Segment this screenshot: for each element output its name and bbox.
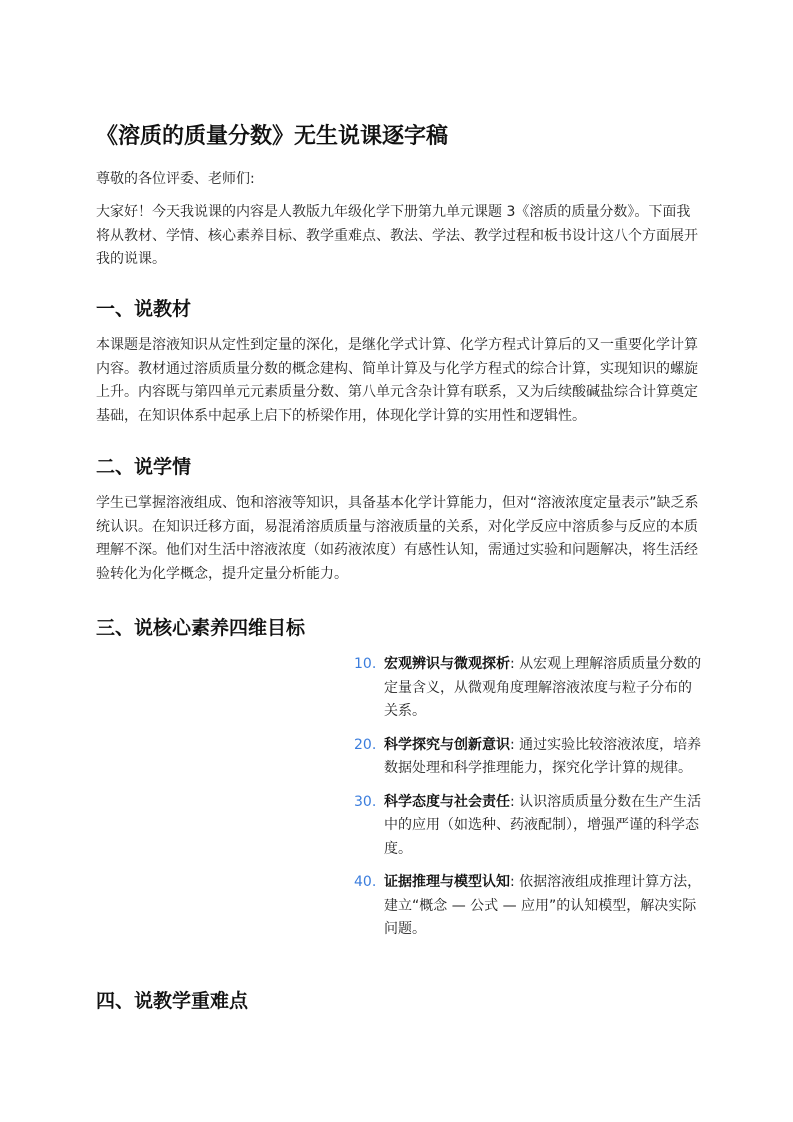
goal-separator: :	[510, 874, 520, 890]
section-heading-key-points: 四、说教学重难点	[96, 990, 249, 1012]
goal-number: 10.	[354, 656, 377, 672]
goal-description: 依据溶液组成推理计算方法，建立“概念 — 公式 — 应用”的认知模型，解决实际问题。	[384, 874, 702, 937]
section-heading-goals: 三、说核心素养四维目标	[96, 617, 306, 639]
goal-separator: :	[510, 656, 520, 672]
section-heading-textbook: 一、说教材	[96, 298, 192, 320]
goal-term: 证据推理与模型认知	[384, 874, 510, 890]
section-heading-students: 二、说学情	[96, 456, 192, 478]
goal-term: 宏观辨识与微观探析	[384, 656, 510, 672]
goal-term: 科学探究与创新意识	[384, 736, 510, 753]
goal-number: 20.	[354, 736, 377, 753]
document-title: 《溶质的质量分数》无生说课逐字稿	[96, 124, 449, 149]
goals-list	[354, 653, 704, 952]
section-text-textbook: 本课题是溶液知识从定性到定量的深化，是继化学式计算、化学方程式计算后的又一重要化学计算内容。教材通过溶质质量分数的概念建构、简单计算及与化学方程式的综合计算，实现知识的螺旋上升。内容既与第四单元元素质量分数、第八单元含杂计算有联系，又为后续酸碱盐综合计算奠定基础，在知识体系中起承上启下的桥梁作用，体现化学计算的实用性和逻辑性。	[96, 337, 698, 424]
goal-description: 认识溶质质量分数在生产生活中的应用（如选种、药液配制），增强严谨的科学态度。	[384, 793, 702, 857]
goal-item	[354, 791, 704, 862]
intro-paragraph: 大家好！今天我说课的内容是人教版九年级化学下册第九单元课题 3《溶质的质量分数》。下面我将从教材、学情、核心素养目标、教学重难点、教法、学法、教学过程和板书设计这八个方面展开我的说课。	[96, 204, 698, 267]
goal-separator: :	[510, 736, 520, 753]
goal-item	[354, 871, 704, 942]
goal-item	[354, 734, 704, 781]
goal-description: 通过实验比较溶液浓度，培养数据处理和科学推理能力，探究化学计算的规律。	[384, 736, 702, 776]
goal-description: 从宏观上理解溶质质量分数的定量含义，从微观角度理解溶液浓度与粒子分布的关系。	[384, 656, 702, 719]
goal-term: 科学态度与社会责任	[384, 793, 510, 810]
section-text-students: 学生已掌握溶液组成、饱和溶液等知识，具备基本化学计算能力，但对“溶液浓度定量表示”缺乏系统认识。在知识迁移方面，易混淆溶质质量与溶液质量的关系，对化学反应中溶质参与反应的本质理解不深。他们对生活中溶液浓度（如药液浓度）有感性认知，需通过实验和问题解决，将生活经验转化为化学概念，提升定量分析能力。	[96, 495, 699, 582]
greeting: 尊敬的各位评委、老师们:	[96, 171, 255, 187]
goal-item	[354, 653, 704, 724]
goal-number: 40.	[354, 874, 377, 890]
goal-number: 30.	[354, 793, 377, 810]
goal-separator: :	[510, 793, 520, 810]
